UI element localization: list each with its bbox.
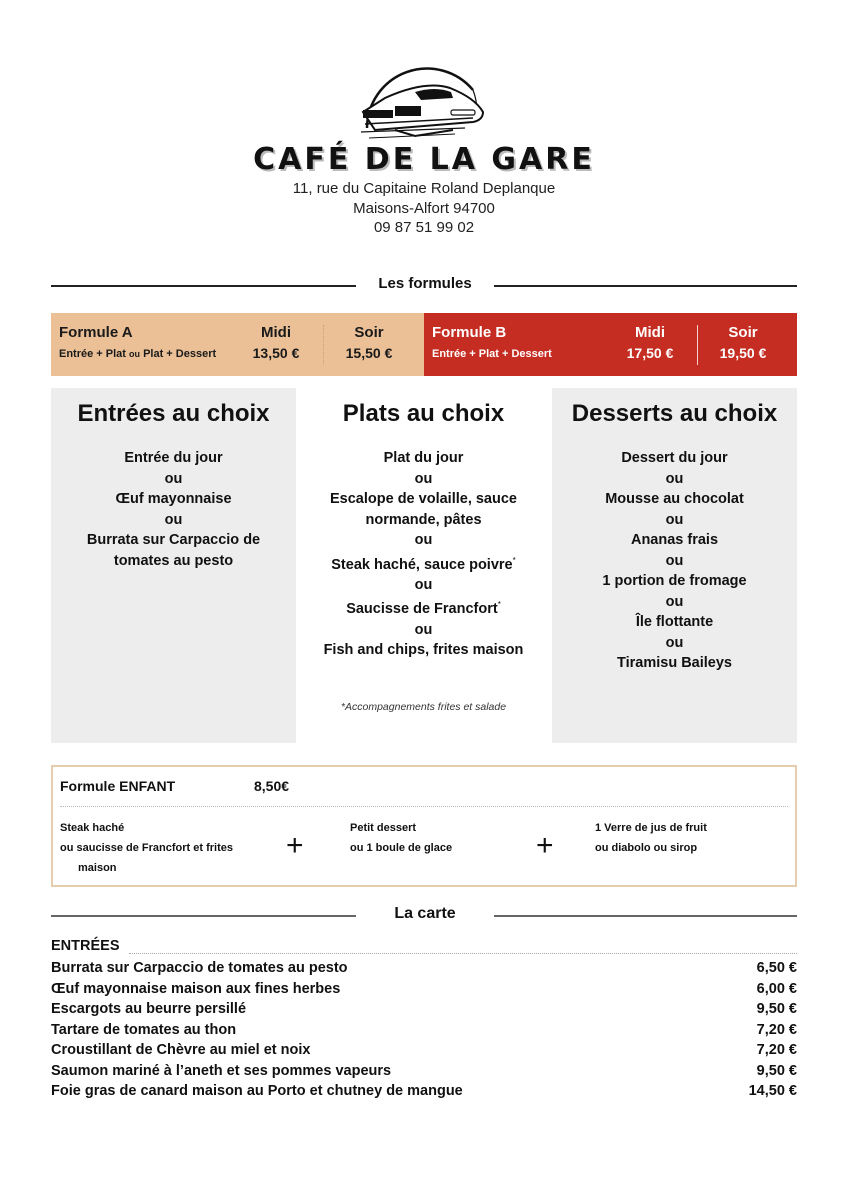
divider [494,285,797,287]
formule-b-panel [424,313,797,376]
list-item: Saucisse de Francfort* [346,600,501,618]
carte-entrees [51,938,797,1102]
address-line-2: Maisons-Alfort 94700 [353,200,495,217]
desserts-list [552,448,797,674]
dotted-divider [129,953,797,954]
list-item: Œuf mayonnaise [115,491,232,507]
formule-enfant-name: Formule ENFANT [60,778,176,794]
formule-a-midi: Midi 13,50 € [241,324,311,361]
entrees-list [51,448,296,571]
item-price: 9,50 € [756,1001,797,1017]
formule-b-description: Entrée + Plat + Dessert [432,348,552,360]
desserts-title: Desserts au choix [571,400,778,427]
plats-choice-panel [301,388,546,743]
item-price: 14,50 € [748,1083,797,1099]
menu-row [51,1040,797,1061]
menu-row [51,1081,797,1102]
list-item: ou [665,634,684,651]
list-item: Plat du jour [383,450,464,466]
desserts-choice-panel [552,388,797,743]
list-item: ou [414,621,433,638]
list-item: ou [665,511,684,528]
item-price: 7,20 € [756,1021,797,1038]
formule-enfant-panel [51,765,797,887]
formule-b-name: Formule B [432,324,507,341]
formule-b-midi: Midi 17,50 € [615,324,685,361]
section-title: La carte [394,905,456,922]
list-item: Dessert du jour [621,450,728,466]
list-item: Tiramisu Baileys [617,655,732,671]
carte-heading [51,905,797,925]
list-item: ou [665,593,684,610]
divider [51,285,356,287]
list-item: Île flottante [635,614,714,630]
entrees-title: Entrées au choix [77,400,270,427]
list-item: ou [665,552,684,569]
formule-a-soir-price: 15,50 € [345,345,393,361]
item-name: Saumon mariné à l’aneth et ses pommes vapeurs [51,1062,392,1079]
list-item: Mousse au chocolat [605,491,744,507]
menu-row [51,999,797,1020]
dotted-divider [60,806,788,807]
list-item: ou [414,470,433,487]
formule-enfant-price: 8,50€ [254,778,290,794]
section-title: Les formules [378,275,472,292]
list-item: ou [414,576,433,593]
menu-row [51,979,797,1000]
divider [323,325,324,365]
item-name: Œuf mayonnaise maison aux fines herbes [51,980,341,997]
formule-a-description: Entrée + Plat ou Plat + Dessert [59,348,217,360]
item-name: Croustillant de Chèvre au miel et noix [51,1042,311,1058]
list-item: Steak haché, sauce poivre* [331,555,516,573]
entrees-choice-panel [51,388,296,743]
item-price: 9,50 € [756,1062,797,1079]
plats-list [301,448,546,661]
item-name: Burrata sur Carpaccio de tomates au pesto [51,960,348,976]
plus-icon: + [286,829,304,862]
menu-row [51,1061,797,1082]
kids-main-option: Steak haché ou saucisse de Francfort et frites maison [60,822,233,874]
formule-b-soir: Soir 19,50 € [708,324,778,361]
divider [494,915,797,917]
brand-name: CAFÉ DE LA GARE [253,142,595,177]
divider [51,915,356,917]
list-item: Entrée du jour [124,450,223,466]
list-item: ou [414,532,433,548]
formule-b-soir-price: 19,50 € [719,345,767,361]
formule-a-midi-price: 13,50 € [252,345,300,361]
list-item: 1 portion de fromage [602,573,747,589]
menu-row [51,958,797,979]
list-item: Fish and chips, frites maison [323,642,524,659]
item-name: Tartare de tomates au thon [51,1021,237,1038]
list-item: ou [164,511,183,528]
menu-row [51,1020,797,1041]
plats-title: Plats au choix [342,400,505,427]
item-price: 6,50 € [756,960,797,976]
formule-b-midi-price: 17,50 € [626,345,674,361]
accompaniment-note: *Accompagnements frites et salade [340,701,507,713]
item-price: 7,20 € [756,1042,797,1058]
list-item: ou [164,470,183,487]
category-heading: ENTRÉES [51,938,797,958]
kids-drink-option: 1 Verre de jus de fruit ou diabolo ou sirop [595,822,707,854]
formule-a-name: Formule A [59,324,133,341]
plus-icon: + [536,829,554,862]
formule-a-soir: Soir 15,50 € [334,324,404,361]
list-item: ou [665,470,684,487]
list-item: Escalope de volaille, sauce normande, pâtes [330,491,517,528]
train-icon [355,50,490,150]
phone-number[interactable]: 09 87 51 99 02 [373,219,475,236]
formule-a-panel [51,313,424,376]
item-name: Escargots au beurre persillé [51,1001,247,1017]
formules-heading [51,275,797,295]
item-name: Foie gras de canard maison au Porto et chutney de mangue [51,1083,463,1099]
kids-dessert-option: Petit dessert ou 1 boule de glace [350,822,453,854]
list-item: Burrata sur Carpaccio de tomates au pesto [86,532,261,569]
item-price: 6,00 € [756,980,797,997]
divider [697,325,698,365]
list-item: Ananas frais [630,532,719,548]
address-line-1: 11, rue du Capitaine Roland Deplanque [292,180,556,197]
